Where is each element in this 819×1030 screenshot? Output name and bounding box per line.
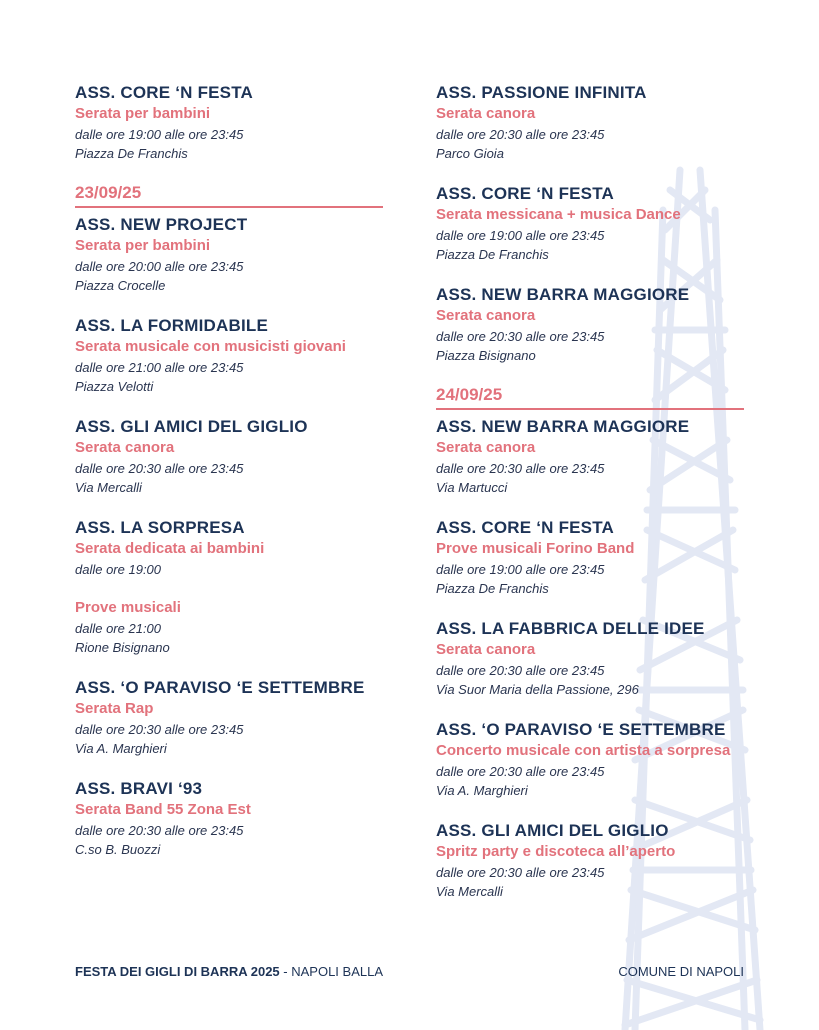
association-name: ASS. BRAVI ‘93 — [75, 779, 203, 798]
event-location: Piazza Velotti — [75, 379, 154, 394]
event-location: Piazza Bisignano — [436, 348, 536, 363]
association-name: ASS. NEW BARRA MAGGIORE — [436, 285, 690, 304]
schedule-entry — [436, 416, 746, 497]
schedule-entry — [75, 416, 385, 497]
event-time: dalle ore 19:00 alle ore 23:45 — [436, 228, 605, 243]
event-title: Serata messicana + musica Dance — [436, 206, 681, 223]
event-block — [436, 305, 746, 365]
event-block — [436, 204, 746, 264]
event-time: dalle ore 20:30 alle ore 23:45 — [75, 722, 244, 737]
event-block — [75, 437, 385, 497]
schedule-entry — [75, 82, 385, 163]
date-heading: 23/09/25 — [75, 183, 383, 208]
association-name: ASS. GLI AMICI DEL GIGLIO — [436, 821, 669, 840]
association-name: ASS. ‘O PARAVISO ‘E SETTEMBRE — [75, 678, 365, 697]
schedule-entry — [75, 677, 385, 758]
event-block — [436, 103, 746, 163]
event-location: Parco Gioia — [436, 146, 504, 161]
schedule-entry — [75, 214, 385, 295]
footer-event-title — [75, 964, 383, 979]
event-block — [436, 437, 746, 497]
event-time: dalle ore 20:30 alle ore 23:45 — [436, 127, 605, 142]
association-name: ASS. PASSIONE INFINITA — [436, 83, 647, 102]
event-block — [75, 538, 385, 579]
event-location: Via A. Marghieri — [436, 783, 528, 798]
event-title: Serata per bambini — [75, 105, 211, 122]
event-location: Via Suor Maria della Passione, 296 — [436, 682, 639, 697]
schedule-entry — [436, 183, 746, 264]
event-location: Via Mercalli — [436, 884, 503, 899]
schedule-entry — [436, 517, 746, 598]
association-name: ASS. CORE ‘N FESTA — [436, 184, 615, 203]
schedule-entry — [75, 517, 385, 657]
event-block — [436, 639, 746, 699]
event-title: Prove musicali — [75, 599, 181, 616]
association-name: ASS. CORE ‘N FESTA — [436, 518, 615, 537]
event-name: FESTA DEI GIGLI DI BARRA 2025 — [75, 964, 280, 979]
schedule-entry — [436, 82, 746, 163]
association-name: ASS. GLI AMICI DEL GIGLIO — [75, 417, 308, 436]
event-time: dalle ore 19:00 alle ore 23:45 — [436, 562, 605, 577]
schedule-entry — [436, 719, 746, 800]
event-time: dalle ore 21:00 — [75, 621, 162, 636]
association-name: ASS. ‘O PARAVISO ‘E SETTEMBRE — [436, 720, 726, 739]
event-title: Serata canora — [75, 439, 175, 456]
event-location: Via Martucci — [436, 480, 508, 495]
event-title: Serata dedicata ai bambini — [75, 540, 265, 557]
event-time: dalle ore 20:30 alle ore 23:45 — [436, 764, 605, 779]
event-location: C.so B. Buozzi — [75, 842, 161, 857]
event-time: dalle ore 20:30 alle ore 23:45 — [436, 663, 605, 678]
event-time: dalle ore 21:00 alle ore 23:45 — [75, 360, 244, 375]
association-name: ASS. LA SORPRESA — [75, 518, 245, 537]
event-title: Serata canora — [436, 307, 536, 324]
event-tagline: NAPOLI BALLA — [291, 964, 384, 979]
event-time: dalle ore 20:00 alle ore 23:45 — [75, 259, 244, 274]
event-title: Serata per bambini — [75, 237, 211, 254]
event-block — [75, 698, 385, 758]
event-time: dalle ore 20:30 alle ore 23:45 — [436, 865, 605, 880]
schedule-entry — [75, 315, 385, 396]
event-time: dalle ore 19:00 alle ore 23:45 — [75, 127, 244, 142]
association-name: ASS. NEW PROJECT — [75, 215, 248, 234]
event-title: Serata musicale con musicisti giovani — [75, 338, 346, 355]
event-time: dalle ore 20:30 alle ore 23:45 — [75, 823, 244, 838]
event-title: Spritz party e discoteca all’aperto — [436, 843, 676, 860]
event-block — [436, 740, 746, 800]
date-heading: 24/09/25 — [436, 385, 744, 410]
event-time: dalle ore 20:30 alle ore 23:45 — [436, 329, 605, 344]
event-title: Concerto musicale con artista a sorpresa — [436, 742, 731, 759]
event-block — [75, 103, 385, 163]
event-location: Rione Bisignano — [75, 640, 170, 655]
event-block — [75, 336, 385, 396]
event-location: Piazza De Franchis — [436, 247, 549, 262]
event-time: dalle ore 19:00 — [75, 562, 162, 577]
event-title: Serata canora — [436, 439, 536, 456]
event-title: Prove musicali Forino Band — [436, 540, 635, 557]
event-block — [436, 841, 746, 901]
schedule-column-right — [436, 82, 746, 921]
event-title: Serata Band 55 Zona Est — [75, 801, 251, 818]
association-name: ASS. LA FORMIDABILE — [75, 316, 268, 335]
schedule-entry — [436, 820, 746, 901]
event-title: Serata canora — [436, 105, 536, 122]
footer-organizer: COMUNE DI NAPOLI — [618, 964, 744, 979]
event-location: Piazza De Franchis — [75, 146, 188, 161]
schedule-entry — [75, 778, 385, 859]
event-title: Serata canora — [436, 641, 536, 658]
schedule-entry — [436, 618, 746, 699]
event-block — [75, 799, 385, 859]
event-location: Piazza De Franchis — [436, 581, 549, 596]
event-location: Via Mercalli — [75, 480, 142, 495]
event-block — [436, 538, 746, 598]
association-name: ASS. CORE ‘N FESTA — [75, 83, 254, 102]
footer-separator: - — [279, 964, 292, 979]
event-block — [75, 597, 385, 657]
association-name: ASS. LA FABBRICA DELLE IDEE — [436, 619, 705, 638]
event-location: Via A. Marghieri — [75, 741, 167, 756]
event-block — [75, 235, 385, 295]
association-name: ASS. NEW BARRA MAGGIORE — [436, 417, 690, 436]
event-time: dalle ore 20:30 alle ore 23:45 — [436, 461, 605, 476]
schedule-column-left — [75, 82, 385, 879]
event-time: dalle ore 20:30 alle ore 23:45 — [75, 461, 244, 476]
event-title: Serata Rap — [75, 700, 154, 717]
schedule-entry — [436, 284, 746, 365]
event-location: Piazza Crocelle — [75, 278, 166, 293]
